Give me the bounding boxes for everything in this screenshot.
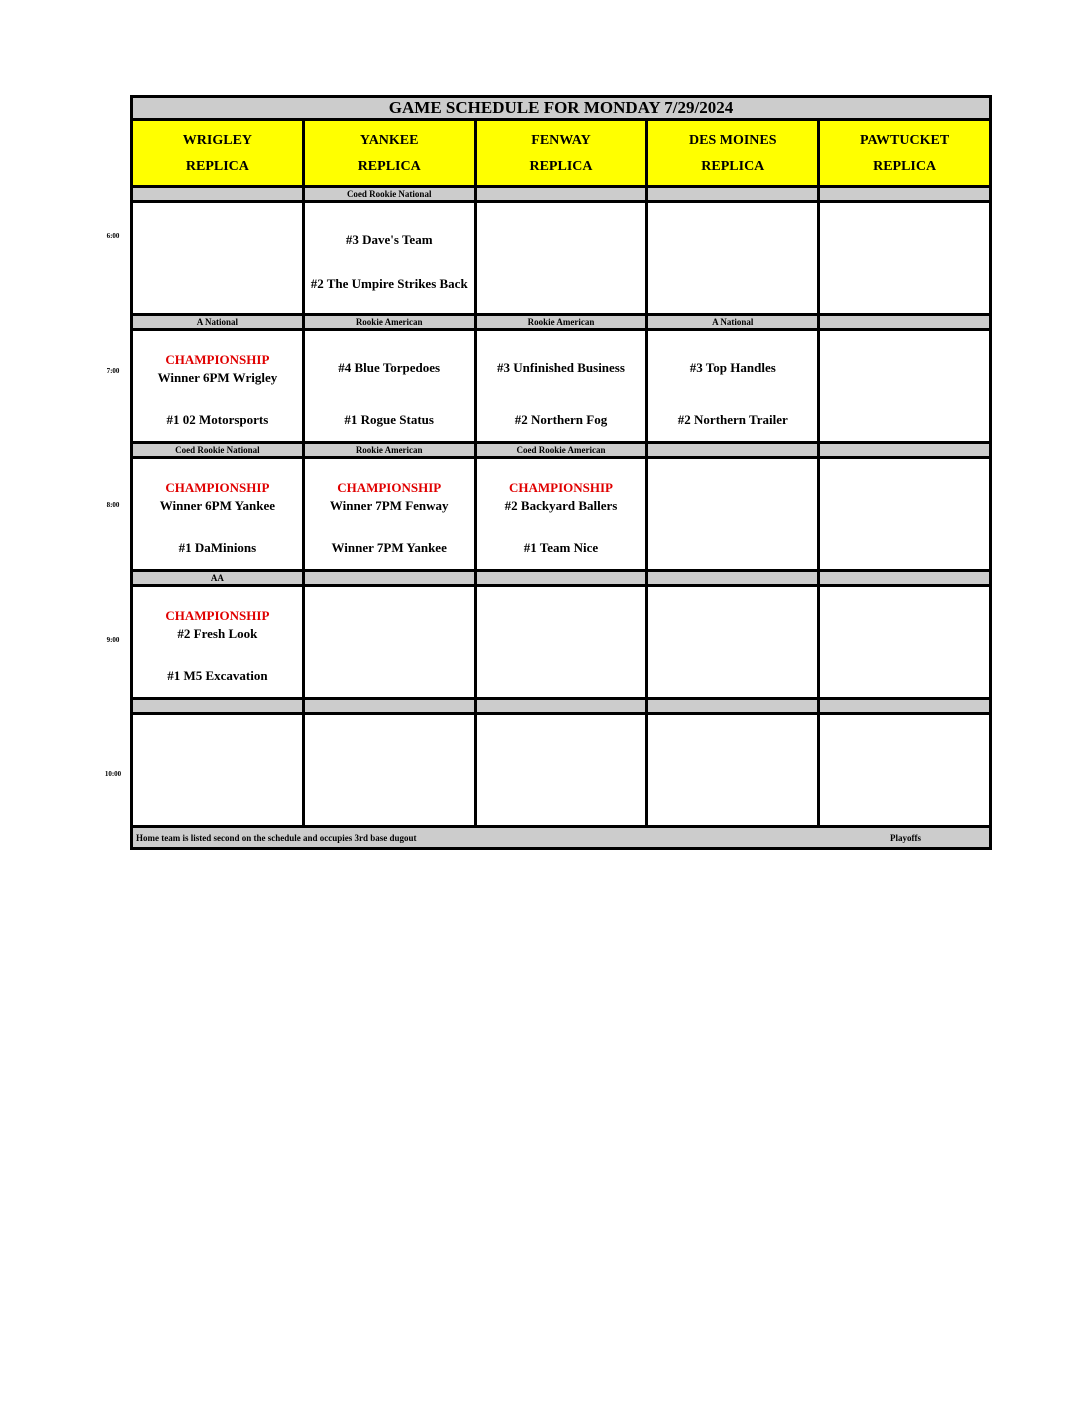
time-label: 8:00 [106,501,120,509]
championship-label: CHAMPIONSHIP [165,480,270,495]
game-cell [303,586,475,699]
division-row [132,315,991,330]
game-cell [303,202,475,315]
game-top [133,351,302,387]
field-header [819,120,991,187]
time-label: 6:00 [106,232,120,240]
division-row [132,443,991,458]
division-label [819,187,991,202]
division-label [647,699,819,714]
game-cell [819,714,991,827]
home-team: #1 Team Nice [523,540,599,555]
footer-row [132,827,991,849]
field-header [475,120,647,187]
field-sub: REPLICA [357,159,421,174]
time-label: 10:00 [104,770,122,778]
schedule-table [130,95,992,850]
away-team: #3 Top Handles [689,360,776,375]
field-name: PAWTUCKET [859,133,950,148]
division-label [819,315,991,330]
home-team: #2 The Umpire Strikes Back [310,276,468,291]
field-header-row [132,120,991,187]
game-top [305,359,474,377]
game-cell [647,458,819,571]
away-team: #2 Backyard Ballers [504,498,618,513]
field-sub: REPLICA [529,159,593,174]
game-cell [475,330,647,443]
game-row [132,586,991,699]
division-label: AA [132,571,304,586]
field-header [303,120,475,187]
away-team: Winner 6PM Yankee [159,498,276,513]
game-cell [303,458,475,571]
game-cell [475,458,647,571]
field-name: WRIGLEY [182,133,253,148]
division-label: Rookie American [303,443,475,458]
game-cell [303,714,475,827]
championship-label: CHAMPIONSHIP [165,608,270,623]
away-team: Winner 6PM Wrigley [157,370,278,385]
division-row [132,187,991,202]
game-top [648,359,817,377]
division-label: Rookie American [303,315,475,330]
game-row [132,458,991,571]
championship-label: CHAMPIONSHIP [165,352,270,367]
field-name: DES MOINES [689,133,777,148]
game-cell [819,458,991,571]
division-label [303,699,475,714]
away-team: #3 Unfinished Business [497,360,625,375]
division-label: Coed Rookie American [475,443,647,458]
division-label: Rookie American [475,315,647,330]
field-sub: REPLICA [185,159,249,174]
game-top [133,607,302,643]
game-top [477,479,646,515]
home-team: #2 Northern Trailer [677,412,788,427]
game-cell [132,586,304,699]
game-cell [303,330,475,443]
game-cell [475,586,647,699]
field-sub: REPLICA [701,159,765,174]
time-label: 7:00 [106,367,120,375]
division-label [132,187,304,202]
division-label [303,571,475,586]
game-cell [647,202,819,315]
division-label [819,443,991,458]
game-row [132,202,991,315]
game-top [477,359,646,377]
game-top [305,479,474,515]
game-cell [647,714,819,827]
time-label: 9:00 [106,636,120,644]
home-team: Winner 7PM Yankee [331,540,447,555]
game-row [132,714,991,827]
game-cell [475,714,647,827]
game-cell [132,714,304,827]
game-cell [819,586,991,699]
division-label [647,187,819,202]
game-top [305,231,474,249]
home-team: #1 Rogue Status [344,412,434,427]
home-team: #2 Northern Fog [514,412,608,427]
title-row [132,97,991,120]
footer-note: Home team is listed second on the schedule and occupies 3rd base dugout [136,832,417,843]
division-row [132,571,991,586]
game-cell [647,330,819,443]
field-sub: REPLICA [873,159,937,174]
division-label [475,699,647,714]
game-cell [132,330,304,443]
division-label [132,699,304,714]
game-cell [819,330,991,443]
footer [132,827,991,849]
division-label: Coed Rookie National [132,443,304,458]
away-team: #3 Dave's Team [345,232,433,247]
division-label [819,699,991,714]
field-name: YANKEE [359,133,419,148]
division-label: A National [132,315,304,330]
game-top [133,479,302,515]
home-team: #1 02 Motorsports [166,412,269,427]
game-cell [132,458,304,571]
away-team: Winner 7PM Fenway [329,498,449,513]
game-cell [647,586,819,699]
home-team: #1 DaMinions [178,540,257,555]
division-label [647,571,819,586]
field-header [132,120,304,187]
field-name: FENWAY [531,133,591,148]
footer-label: Playoffs [890,832,921,843]
game-cell [132,202,304,315]
away-team: #2 Fresh Look [177,626,258,641]
home-team: #1 M5 Excavation [167,668,268,683]
game-cell [819,202,991,315]
division-label [647,443,819,458]
game-row [132,330,991,443]
division-label: Coed Rookie National [303,187,475,202]
field-header [647,120,819,187]
division-row [132,699,991,714]
game-cell [475,202,647,315]
championship-label: CHAMPIONSHIP [508,480,613,495]
division-label [819,571,991,586]
championship-label: CHAMPIONSHIP [337,480,442,495]
away-team: #4 Blue Torpedoes [338,360,441,375]
division-label: A National [647,315,819,330]
schedule-title: GAME SCHEDULE FOR MONDAY 7/29/2024 [132,97,991,120]
division-label [475,187,647,202]
division-label [475,571,647,586]
